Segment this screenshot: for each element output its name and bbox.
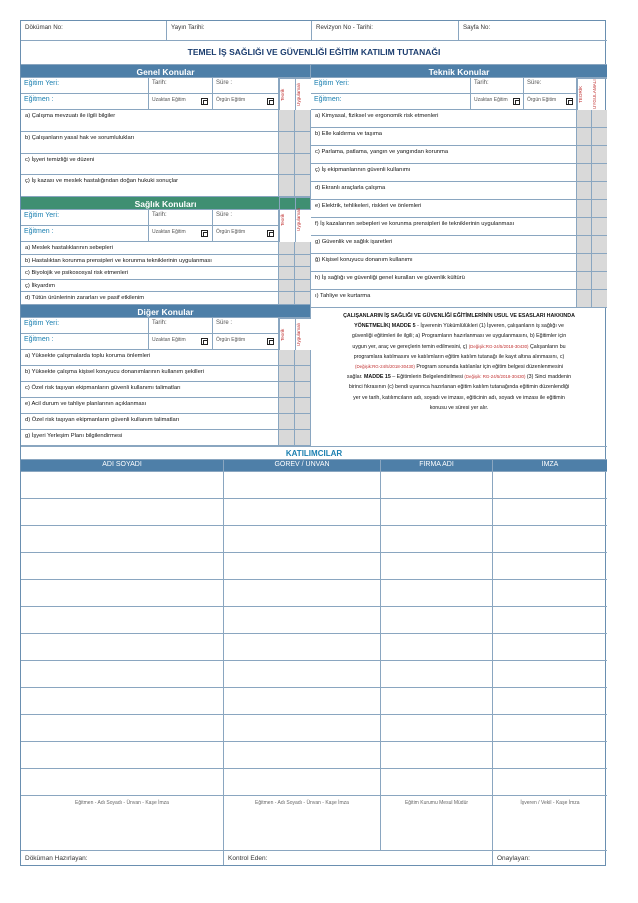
teorik-checkbox-cell[interactable] bbox=[577, 110, 592, 128]
teorik-checkbox-cell[interactable] bbox=[577, 272, 592, 290]
topic-item: ı) Tahliye ve kurtarma bbox=[311, 290, 577, 308]
topic-item: c) Parlama, patlama, yangın ve yangından korunma bbox=[311, 146, 577, 164]
legal-l7c: – Eğitimlerin Belgelendirilmesi bbox=[390, 374, 465, 381]
topic-item: h) İş sağlığı ve güvenliği genel kuralları ve güvenlik kültürü bbox=[311, 272, 577, 290]
teorik-checkbox-cell[interactable] bbox=[577, 236, 592, 254]
genel-orgun-checkbox[interactable] bbox=[267, 98, 274, 105]
col-gorev-unvan: GÖREV / UNVAN bbox=[224, 460, 381, 472]
doc-header bbox=[21, 21, 605, 41]
name-cell[interactable] bbox=[21, 553, 224, 580]
role-cell[interactable] bbox=[224, 769, 381, 796]
company-cell[interactable] bbox=[381, 715, 493, 742]
name-cell[interactable] bbox=[21, 634, 224, 661]
teorik-checkbox-cell[interactable] bbox=[279, 350, 295, 366]
company-cell[interactable] bbox=[381, 742, 493, 769]
signature-cell[interactable] bbox=[493, 769, 607, 796]
genel-sure[interactable]: Süre : bbox=[213, 78, 279, 94]
company-cell[interactable] bbox=[381, 688, 493, 715]
teknik-tarih[interactable]: Tarih: bbox=[471, 78, 524, 94]
company-cell[interactable] bbox=[381, 769, 493, 796]
page-title: TEMEL İŞ SAĞLIĞI VE GÜVENLİĞİ EĞİTİM KATILIM TUTANAĞI bbox=[21, 41, 607, 65]
teorik-checkbox-cell[interactable] bbox=[279, 242, 295, 255]
yayin-tarihi-field[interactable]: Yayın Tarihi: bbox=[167, 21, 312, 41]
name-cell[interactable] bbox=[21, 715, 224, 742]
teorik-checkbox-cell[interactable] bbox=[279, 430, 295, 446]
genel-egitim-yeri[interactable]: Eğitim Yeri: bbox=[21, 78, 149, 94]
uygulamali-checkbox-cell[interactable] bbox=[295, 366, 311, 382]
teknik-egitmen[interactable]: Eğitmen: bbox=[311, 94, 471, 110]
role-cell[interactable] bbox=[224, 526, 381, 553]
sig-egitmen-2[interactable]: Eğitmen - Adı Soyadı - Ünvan - Kaşe İmza bbox=[224, 796, 381, 851]
topic-item: ç) İş ekipmanlarının güvenli kullanımı bbox=[311, 164, 577, 182]
uygulamali-checkbox-cell[interactable] bbox=[295, 175, 311, 197]
legal-l4: uygun yer, araç ve gereçlerin temin edilmesini, ç) bbox=[352, 343, 468, 350]
signature-cell[interactable] bbox=[493, 607, 607, 634]
topic-item: b) Çalışanların yasal hak ve sorumlulukları bbox=[21, 132, 279, 154]
teorik-checkbox-cell[interactable] bbox=[279, 280, 295, 293]
signature-cell[interactable] bbox=[493, 499, 607, 526]
uygulamali-checkbox-cell[interactable] bbox=[592, 254, 607, 272]
company-cell[interactable] bbox=[381, 472, 493, 499]
legal-l4red: (Değişik:RG-24/5/2018-30430) bbox=[468, 343, 529, 349]
col-imza: İMZA bbox=[493, 460, 607, 472]
teorik-checkbox-cell[interactable] bbox=[279, 110, 295, 132]
company-cell[interactable] bbox=[381, 526, 493, 553]
legal-l6red: (Değişik:RG-24/5/2018-30430) bbox=[355, 364, 415, 370]
teorik-checkbox-cell[interactable] bbox=[279, 292, 295, 305]
legal-line-8: birinci fıkrasının (c) bendi uyarınca hazırlanan eğitim katılım tutanağında eğitimin düzenlendiği bbox=[348, 384, 570, 391]
uygulamali-checkbox-cell[interactable] bbox=[295, 267, 311, 280]
teorik-checkbox-cell[interactable] bbox=[279, 398, 295, 414]
topic-item: c) Biyolojik ve psikososyal risk etmenleri bbox=[21, 267, 279, 280]
uygulamali-checkbox-cell[interactable] bbox=[295, 382, 311, 398]
saglik-orgun-label: Örgün Eğitim bbox=[216, 229, 246, 235]
legal-line-6 bbox=[315, 362, 603, 372]
saglik-uzaktan-checkbox[interactable] bbox=[201, 230, 208, 237]
uygulamali-checkbox-cell[interactable] bbox=[295, 292, 311, 305]
dokuman-no-field[interactable]: Döküman No: bbox=[21, 21, 167, 41]
teorik-checkbox-cell[interactable] bbox=[279, 175, 295, 197]
topic-item: ğ) Kişisel koruyucu donanım kullanımı bbox=[311, 254, 577, 272]
legal-l7red: (Değişik: RG-24/5/2018-30430) bbox=[464, 374, 526, 380]
legal-line-4 bbox=[315, 342, 603, 352]
uygulamali-checkbox-cell[interactable] bbox=[592, 290, 607, 308]
topic-item: b) Hastalıktan korunma prensipleri ve korunma tekniklerinin uygulanması bbox=[21, 255, 279, 268]
legal-l7d: (3) Sinci maddenin bbox=[525, 374, 572, 381]
company-cell[interactable] bbox=[381, 580, 493, 607]
genel-uygulamali-header: Uygulamalı bbox=[295, 78, 311, 110]
diger-teorik-header: Teorik bbox=[279, 318, 295, 350]
teorik-checkbox-cell[interactable] bbox=[279, 382, 295, 398]
role-cell[interactable] bbox=[224, 607, 381, 634]
uygulamali-checkbox-cell[interactable] bbox=[592, 182, 607, 200]
uygulamali-checkbox-cell[interactable] bbox=[592, 128, 607, 146]
saglik-teorik-header: Teorik bbox=[279, 197, 295, 242]
name-cell[interactable] bbox=[21, 661, 224, 688]
topic-item: d) Tütün ürünlerinin zararları ve pasif etkilenim bbox=[21, 292, 279, 305]
genel-orgun-label: Örgün Eğitim bbox=[216, 97, 246, 103]
saglik-egitim-yeri[interactable]: Eğitim Yeri: bbox=[21, 210, 149, 226]
signature-cell[interactable] bbox=[493, 526, 607, 553]
uygulamali-checkbox-cell[interactable] bbox=[592, 200, 607, 218]
diger-orgun-option[interactable] bbox=[213, 334, 279, 350]
uygulamali-checkbox-cell[interactable] bbox=[295, 350, 311, 366]
topic-item: a) Yüksekte çalışmalarda toplu koruma önlemleri bbox=[21, 350, 279, 366]
uygulamali-checkbox-cell[interactable] bbox=[592, 236, 607, 254]
teknik-uygulamali-header: UYGULAMALI bbox=[592, 78, 607, 110]
legal-text bbox=[315, 311, 603, 413]
diger-uzaktan-checkbox[interactable] bbox=[201, 338, 208, 345]
topic-item: c) İşyeri temizliği ve düzeni bbox=[21, 154, 279, 176]
role-cell[interactable] bbox=[224, 742, 381, 769]
teknik-egitim-yeri[interactable]: Eğitim Yeri: bbox=[311, 78, 471, 94]
uygulamali-checkbox-cell[interactable] bbox=[295, 398, 311, 414]
role-cell[interactable] bbox=[224, 580, 381, 607]
teorik-checkbox-cell[interactable] bbox=[577, 182, 592, 200]
diger-uygulamali-header: Uygulamalı bbox=[295, 318, 311, 350]
uygulamali-checkbox-cell[interactable] bbox=[592, 272, 607, 290]
company-cell[interactable] bbox=[381, 553, 493, 580]
sig-mesul-mudur[interactable]: Eğitim Kurumu Mesul Müdür bbox=[381, 796, 493, 851]
uygulamali-checkbox-cell[interactable] bbox=[295, 110, 311, 132]
teorik-checkbox-cell[interactable] bbox=[279, 366, 295, 382]
uygulamali-checkbox-cell[interactable] bbox=[295, 430, 311, 446]
saglik-orgun-option[interactable] bbox=[213, 226, 279, 242]
signature-cell[interactable] bbox=[493, 742, 607, 769]
teknik-konular-band: Teknik Konular bbox=[311, 65, 607, 78]
name-cell[interactable] bbox=[21, 769, 224, 796]
name-cell[interactable] bbox=[21, 472, 224, 499]
diger-sure[interactable]: Süre : bbox=[213, 318, 279, 334]
footer-kontrol[interactable]: Kontrol Eden: bbox=[224, 851, 493, 865]
topic-item: g) Güvenlik ve sağlık işaretleri bbox=[311, 236, 577, 254]
saglik-uygulamali-header: Uygulamalı bbox=[295, 197, 311, 242]
name-cell[interactable] bbox=[21, 607, 224, 634]
diger-tarih[interactable]: Tarih: bbox=[149, 318, 213, 334]
teknik-orgun-option[interactable] bbox=[524, 94, 577, 110]
topic-item: b) Elle kaldırma ve taşıma bbox=[311, 128, 577, 146]
signature-cell[interactable] bbox=[493, 580, 607, 607]
teorik-checkbox-cell[interactable] bbox=[279, 414, 295, 430]
signature-cell[interactable] bbox=[493, 553, 607, 580]
legal-madde5: MADDE 5 bbox=[391, 323, 416, 330]
uygulamali-checkbox-cell[interactable] bbox=[295, 255, 311, 268]
uygulamali-checkbox-cell[interactable] bbox=[592, 146, 607, 164]
genel-konular-band: Genel Konular bbox=[21, 65, 311, 78]
role-cell[interactable] bbox=[224, 661, 381, 688]
legal-line-2 bbox=[315, 321, 603, 331]
col-adi-soyadi: ADI SOYADI bbox=[21, 460, 224, 472]
diger-konular-band: Diğer Konular bbox=[21, 305, 311, 318]
saglik-uzaktan-option[interactable] bbox=[149, 226, 213, 242]
teorik-checkbox-cell[interactable] bbox=[279, 267, 295, 280]
topic-item: ç) İlkyardım bbox=[21, 280, 279, 293]
role-cell[interactable] bbox=[224, 553, 381, 580]
name-cell[interactable] bbox=[21, 526, 224, 553]
teorik-checkbox-cell[interactable] bbox=[279, 132, 295, 154]
uygulamali-checkbox-cell[interactable] bbox=[592, 110, 607, 128]
legal-line-7 bbox=[315, 372, 603, 382]
topic-item: b) Yüksekte çalışma kişisel koruyucu donanımlarının kullanım şekilleri bbox=[21, 366, 279, 382]
company-cell[interactable] bbox=[381, 499, 493, 526]
legal-line-5: programlara katılmasını ve katılımların eğitim katılım tutanağı ile kayıt altına alınmasını, c) bbox=[353, 353, 565, 360]
role-cell[interactable] bbox=[224, 499, 381, 526]
genel-uzaktan-checkbox[interactable] bbox=[201, 98, 208, 105]
genel-uzaktan-label: Uzaktan Eğitim bbox=[152, 97, 186, 103]
role-cell[interactable] bbox=[224, 688, 381, 715]
teorik-checkbox-cell[interactable] bbox=[279, 154, 295, 176]
role-cell[interactable] bbox=[224, 715, 381, 742]
teorik-checkbox-cell[interactable] bbox=[577, 218, 592, 236]
katilimcilar-title: KATILIMCILAR bbox=[21, 446, 607, 460]
legal-l4b: Çalışanların bu bbox=[528, 343, 566, 350]
diger-uzaktan-label: Uzaktan Eğitim bbox=[152, 337, 186, 343]
footer-onaylayan[interactable]: Onaylayan: bbox=[497, 855, 530, 862]
name-cell[interactable] bbox=[21, 580, 224, 607]
teorik-checkbox-cell[interactable] bbox=[577, 146, 592, 164]
topic-item: ç) İş kazası ve meslek hastalığından doğan hukuki sonuçlar bbox=[21, 175, 279, 197]
genel-egitmen[interactable]: Eğitmen : bbox=[21, 94, 149, 110]
uygulamali-checkbox-cell[interactable] bbox=[295, 154, 311, 176]
teknik-uzaktan-checkbox[interactable] bbox=[513, 98, 520, 105]
teorik-checkbox-cell[interactable] bbox=[577, 254, 592, 272]
topic-item: e) Elektrik, tehlikeleri, riskleri ve önlemleri bbox=[311, 200, 577, 218]
uygulamali-checkbox-cell[interactable] bbox=[295, 280, 311, 293]
sayfa-no-field[interactable]: Sayfa No: bbox=[459, 21, 607, 41]
legal-l7a: sağlar. bbox=[346, 374, 364, 381]
sig-isveren[interactable]: İşveren / Vekil - Kaşe İmza bbox=[493, 796, 607, 851]
legal-l7b: MADDE 15 bbox=[364, 374, 391, 381]
uygulamali-checkbox-cell[interactable] bbox=[592, 218, 607, 236]
topic-item: a) Meslek hastalıklarının sebepleri bbox=[21, 242, 279, 255]
teorik-checkbox-cell[interactable] bbox=[279, 255, 295, 268]
sig-egitmen-1[interactable]: Eğitmen - Adı Soyadı - Ünvan - Kaşe İmza bbox=[21, 796, 224, 851]
uygulamali-checkbox-cell[interactable] bbox=[295, 414, 311, 430]
topic-item: d) Özel risk taşıyan ekipmanların güvenli kullanım talimatları bbox=[21, 414, 279, 430]
diger-egitmen[interactable]: Eğitmen : bbox=[21, 334, 149, 350]
signature-cell[interactable] bbox=[493, 472, 607, 499]
saglik-uzaktan-label: Uzaktan Eğitim bbox=[152, 229, 186, 235]
diger-orgun-label: Örgün Eğitim bbox=[216, 337, 246, 343]
col-firma-adi: FİRMA ADI bbox=[381, 460, 493, 472]
teknik-teorik-header: TEORİK bbox=[577, 78, 592, 110]
saglik-konulari-band: Sağlık Konuları bbox=[21, 197, 311, 210]
legal-line-3: güvenliği eğitimleri ile ilgili; a) Programların hazırlanması ve uygulanmasını, b) Eğitimler için bbox=[351, 333, 567, 340]
teorik-checkbox-cell[interactable] bbox=[577, 200, 592, 218]
teknik-orgun-checkbox[interactable] bbox=[566, 98, 573, 105]
legal-line-9: yer ve tarih, katılımcıların adı, soyadı ve imzası, eğiticinin adı, soyadı ve imzası ile eğitimin bbox=[353, 394, 565, 401]
legal-yonetmelik: YÖNETMELİK| bbox=[354, 323, 391, 330]
company-cell[interactable] bbox=[381, 607, 493, 634]
genel-teorik-header: Teorik bbox=[279, 78, 295, 110]
legal-l6b: Program sonunda katılanlar için eğitim belgesi düzenlenmesini bbox=[414, 364, 563, 371]
legal-l2c: - İşverenin Yükümlülükleri (1) İşveren, çalışanların iş sağlığı ve bbox=[415, 323, 564, 330]
topic-item: g) İşyeri Yerleşim Planı bilgilendirmesi bbox=[21, 430, 279, 446]
topic-item: c) Özel risk taşıyan ekipmanların güvenli kullanımı talimatları bbox=[21, 382, 279, 398]
company-cell[interactable] bbox=[381, 661, 493, 688]
form-page bbox=[20, 20, 606, 866]
teorik-checkbox-cell[interactable] bbox=[577, 164, 592, 182]
signature-cell[interactable] bbox=[493, 661, 607, 688]
uygulamali-checkbox-cell[interactable] bbox=[295, 242, 311, 255]
legal-heading: ÇALIŞANLARIN İŞ SAĞLIĞI VE GÜVENLİĞİ EĞİTİMLERİNİN USUL VE ESASLARI HAKKINDA bbox=[343, 313, 575, 319]
teknik-uzaktan-option[interactable] bbox=[471, 94, 524, 110]
topic-item: f) İş kazalarının sebepleri ve korunma prensipleri ile tekniklerinin uygulanması bbox=[311, 218, 577, 236]
topic-item: e) Acil durum ve tahliye planlarının açıklanması bbox=[21, 398, 279, 414]
topic-item: d) Ekranlı araçlarla çalışma bbox=[311, 182, 577, 200]
teknik-orgun-label: Örgün Eğitim bbox=[527, 97, 557, 103]
name-cell[interactable] bbox=[21, 499, 224, 526]
signature-cell[interactable] bbox=[493, 634, 607, 661]
legal-line-10: konusu ve süresi yer alır. bbox=[429, 404, 489, 411]
diger-orgun-checkbox[interactable] bbox=[267, 338, 274, 345]
teorik-checkbox-cell[interactable] bbox=[577, 128, 592, 146]
company-cell[interactable] bbox=[381, 634, 493, 661]
signature-cell[interactable] bbox=[493, 688, 607, 715]
diger-egitim-yeri[interactable]: Eğitim Yeri: bbox=[21, 318, 149, 334]
saglik-orgun-checkbox[interactable] bbox=[267, 230, 274, 237]
genel-orgun-option[interactable] bbox=[213, 94, 279, 110]
saglik-egitmen[interactable]: Eğitmen : bbox=[21, 226, 149, 242]
signature-cell[interactable] bbox=[493, 715, 607, 742]
saglik-sure[interactable]: Süre : bbox=[213, 210, 279, 226]
genel-tarih[interactable]: Tarih: bbox=[149, 78, 213, 94]
role-cell[interactable] bbox=[224, 472, 381, 499]
genel-uzaktan-option[interactable] bbox=[149, 94, 213, 110]
teknik-sure[interactable]: Süre: bbox=[524, 78, 577, 94]
teknik-uzaktan-label: Uzaktan Eğitim bbox=[474, 97, 508, 103]
uygulamali-checkbox-cell[interactable] bbox=[592, 164, 607, 182]
teorik-checkbox-cell[interactable] bbox=[577, 290, 592, 308]
name-cell[interactable] bbox=[21, 742, 224, 769]
topic-item: a) Kimyasal, fiziksel ve ergonomik risk etmenleri bbox=[311, 110, 577, 128]
saglik-tarih[interactable]: Tarih: bbox=[149, 210, 213, 226]
diger-uzaktan-option[interactable] bbox=[149, 334, 213, 350]
revizyon-field[interactable]: Revizyon No - Tarihi: bbox=[312, 21, 459, 41]
footer-hazirlayan[interactable]: Döküman Hazırlayan: bbox=[21, 851, 224, 865]
name-cell[interactable] bbox=[21, 688, 224, 715]
uygulamali-checkbox-cell[interactable] bbox=[295, 132, 311, 154]
role-cell[interactable] bbox=[224, 634, 381, 661]
topic-item: a) Çalışma mevzuatı ile ilgili bilgiler bbox=[21, 110, 279, 132]
